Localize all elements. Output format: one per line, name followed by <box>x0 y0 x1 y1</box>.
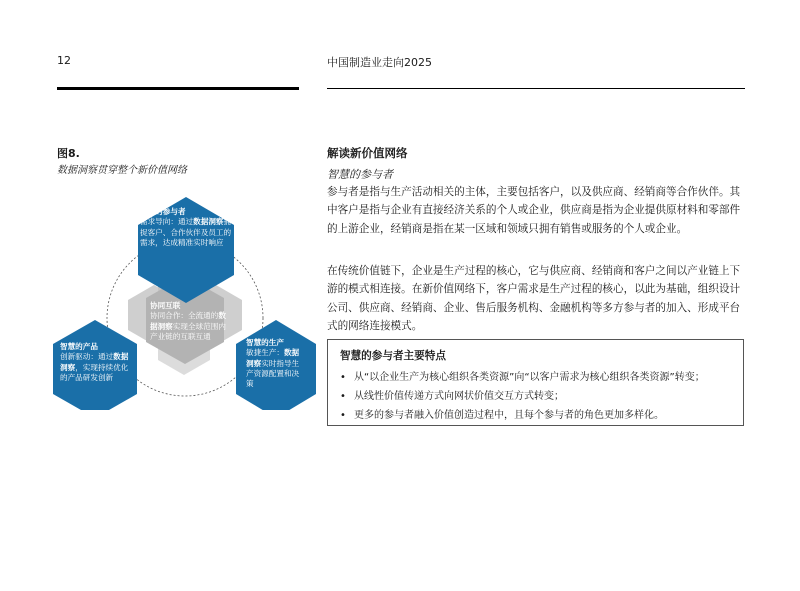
hex-right-pre: 敏捷生产： <box>246 348 284 358</box>
hex-left-post: ，实现持续优化的产品研发创新 <box>60 362 129 382</box>
bullet: • <box>340 391 346 402</box>
paragraph-2: 在传统价值链下，企业是生产过程的核心，它与供应商、经销商和客户之间以产业链上下游的模式相连接。在新价值网络下，客户需求是生产过程的核心，以此为基础，组织设计公司、供应商、经销商、企业、售后服务机构、金融机构等多方参与者的加入、形成平台式的网络连接模式。 <box>327 265 741 333</box>
hex-top-post: 捕捉客户、合作伙伴及员工的需求，达成精准实时响应 <box>140 217 232 247</box>
figure-caption: 数据洞察贯穿整个新价值网络 <box>57 165 187 176</box>
section-subtitle: 智慧的参与者 <box>327 168 393 181</box>
feature-box-title: 智慧的参与者主要特点 <box>340 350 446 362</box>
running-title: 中国制造业走向2025 <box>327 56 432 69</box>
page-number: 12 <box>57 54 71 67</box>
list-item-text: 从线性价值传递方式向网状价值交互方式转变； <box>354 391 564 402</box>
hex-center-pre: 协同合作：全流通的 <box>150 311 219 321</box>
list-item <box>340 406 731 425</box>
hex-left-text <box>60 342 132 383</box>
list-item-text: 从“以企业生产为核心组织各类资源”向“以客户需求为核心组织各类资源”转变； <box>354 372 705 383</box>
list-item-text: 更多的参与者融入价值创造过程中，且每个参与者的角色更加多样化。 <box>354 410 664 421</box>
bullet: • <box>340 410 346 421</box>
hex-top-bold: 数据洞察 <box>193 217 224 227</box>
paragraph-1: 参与者是指与生产活动相关的主体，主要包括客户，以及供应商、经销商等合作伙伴。其中客户是指与企业有直接经济关系的个人或企业，供应商是指为企业提供原材料和零部件的上游企业，经销商是指在某一区域和领域只拥有销售或服务的个人或企业。 <box>327 186 741 235</box>
hex-center-bold: 数据洞察 <box>150 311 226 331</box>
hex-left-bold: 数据洞察 <box>60 352 129 372</box>
hex-left-title: 智慧的产品 <box>60 342 98 351</box>
list-item <box>340 368 731 387</box>
hex-center-title: 协同互联 <box>150 301 181 310</box>
hex-right-text <box>246 338 304 389</box>
header-rule-left <box>57 87 299 90</box>
bullet: • <box>340 372 346 383</box>
hex-top-title: 智慧的参与者 <box>140 207 186 216</box>
hex-top-text <box>140 207 232 248</box>
feature-box <box>327 339 744 426</box>
hex-right-title: 智慧的生产 <box>246 338 284 347</box>
hex-center-text <box>150 301 230 342</box>
hex-right-bold: 数据洞察 <box>246 348 300 368</box>
hex-right-post: 实时指导生产资源配置和决策 <box>246 358 300 389</box>
section-title: 解读新价值网络 <box>327 146 408 160</box>
header-rule-right <box>327 88 745 89</box>
hex-top-pre: 需求导向：通过 <box>140 217 194 227</box>
figure-label: 图8. <box>57 147 80 160</box>
feature-list <box>340 368 731 425</box>
list-item <box>340 387 731 406</box>
hex-left-pre: 创新驱动：通过 <box>60 352 114 362</box>
hex-center-post: 实现全球范围内产业链的互联互通 <box>150 321 226 341</box>
